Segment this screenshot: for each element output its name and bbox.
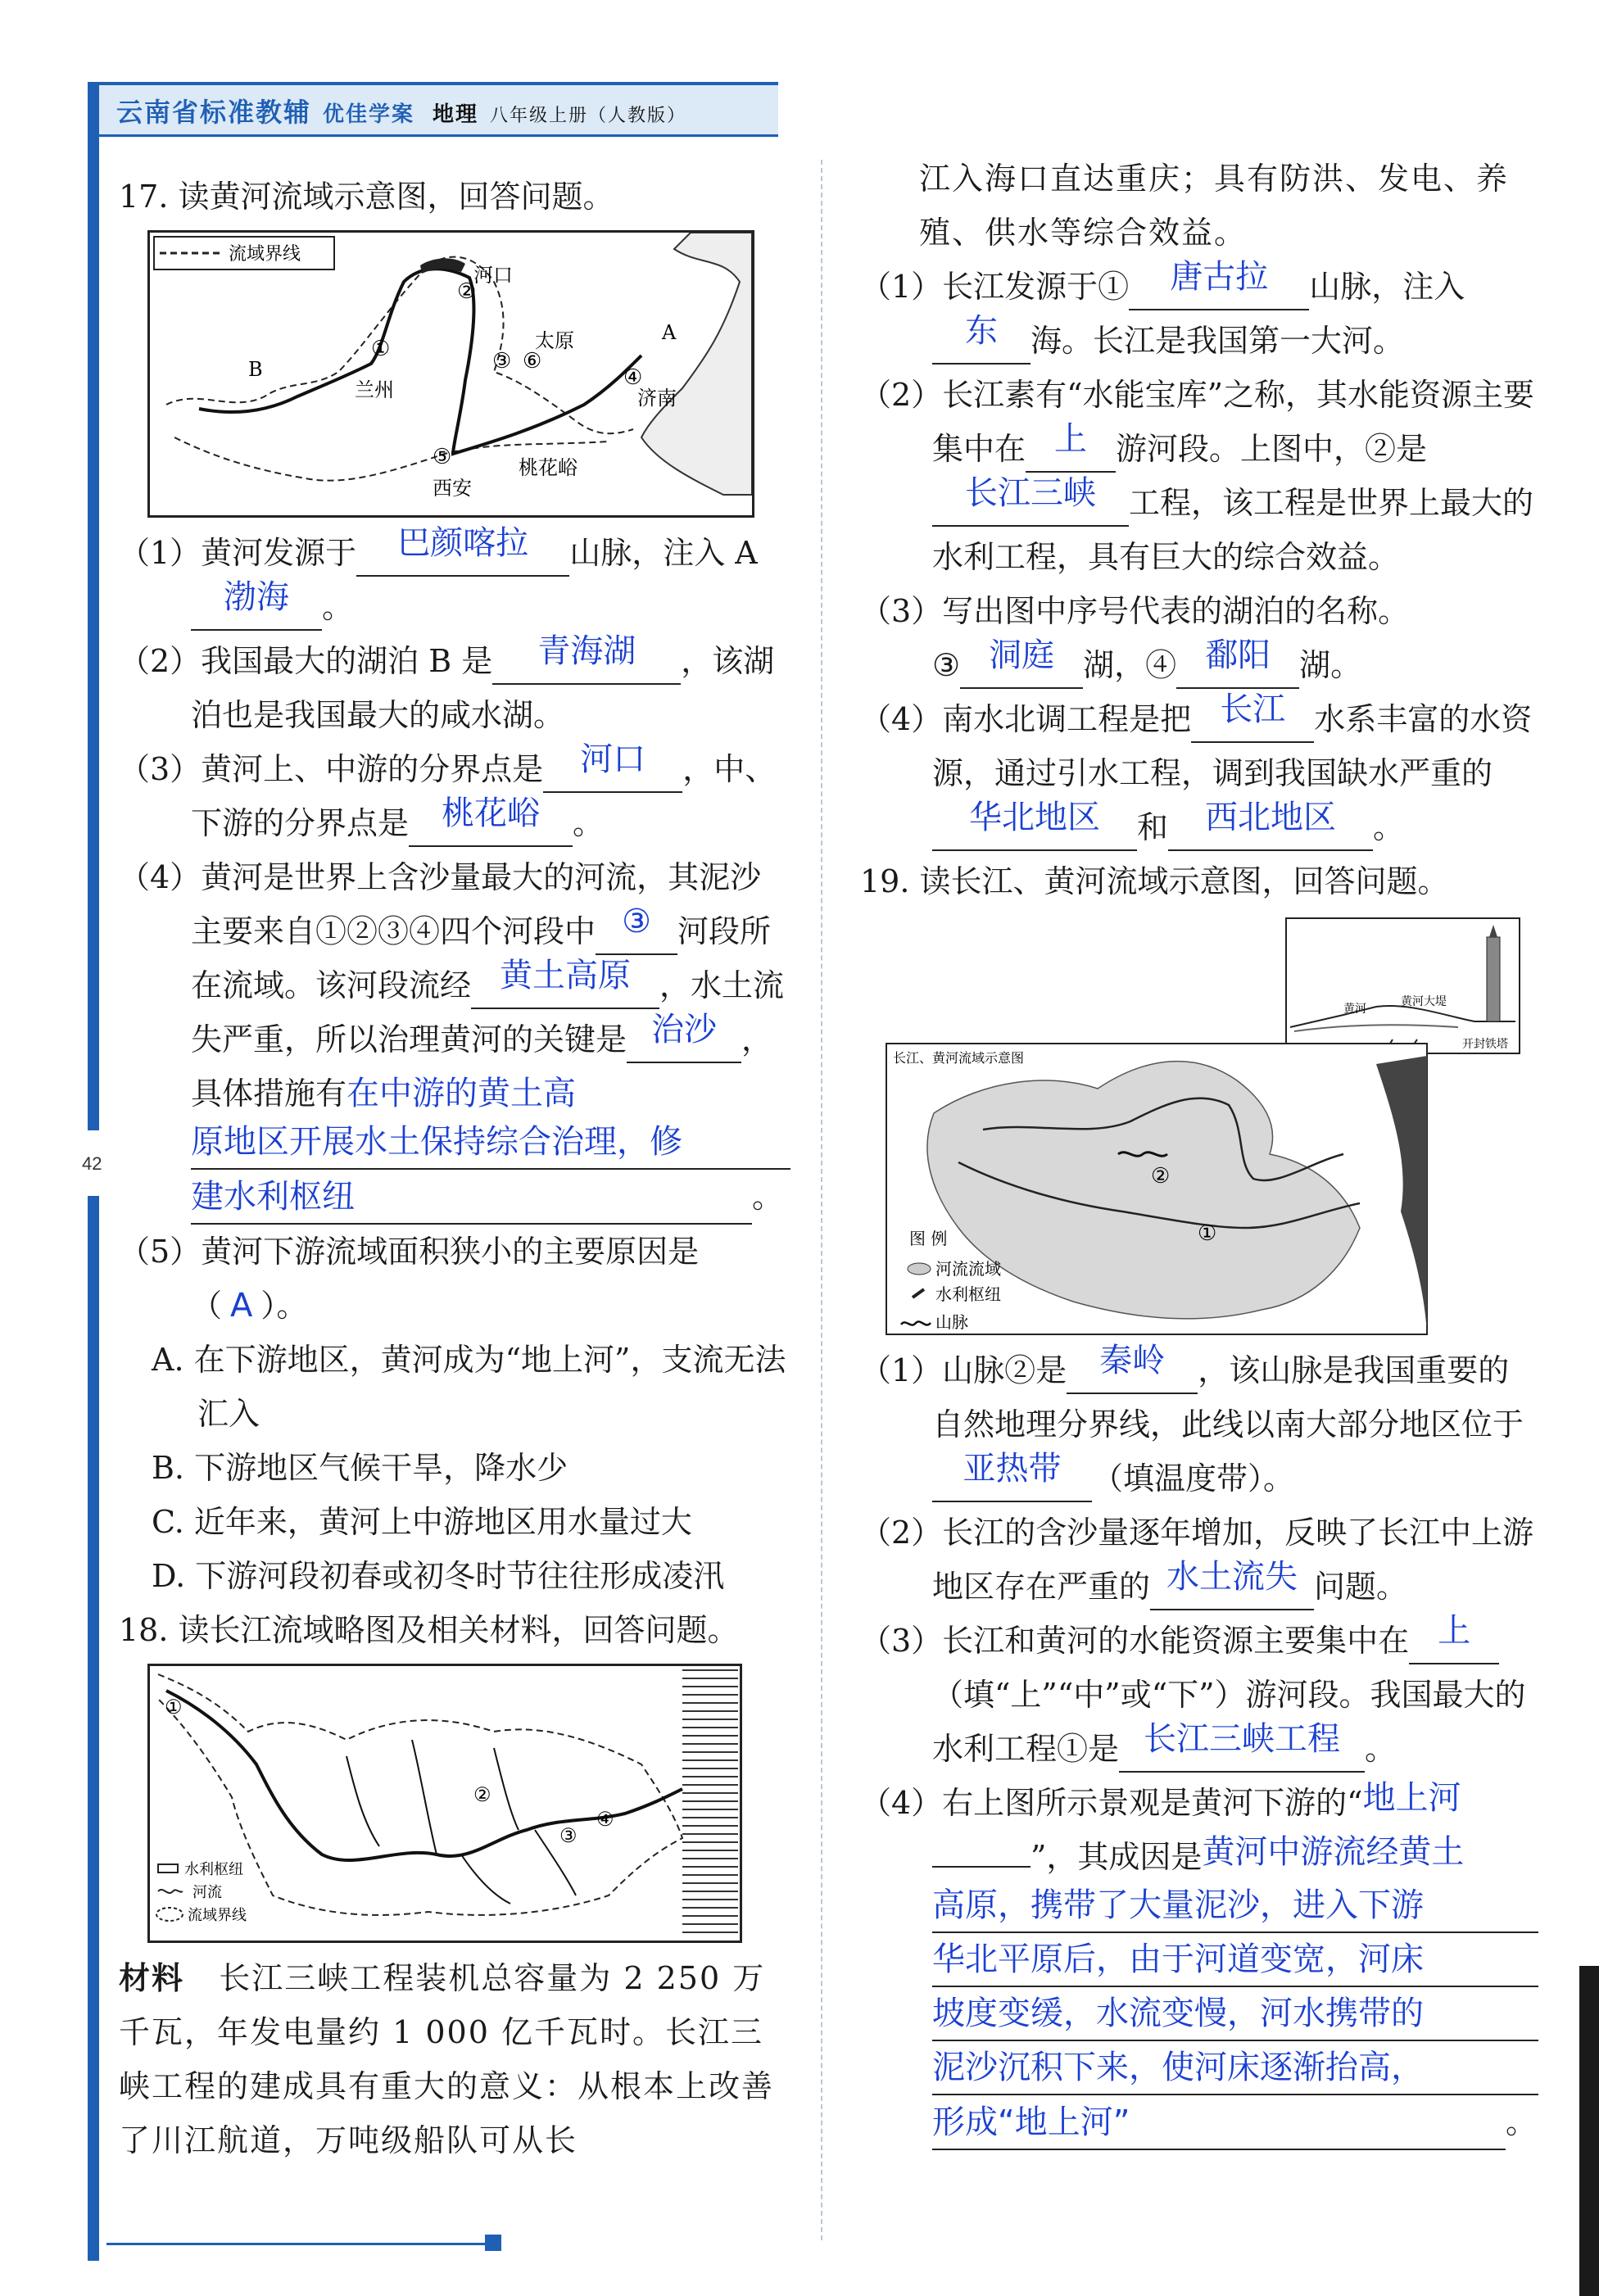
yellow-river-map <box>147 230 754 518</box>
answer: 西北地区 <box>1205 799 1337 836</box>
q17-part2 <box>119 634 790 742</box>
answer: 亚热带 <box>963 1450 1062 1488</box>
answer: 水土流失 <box>1166 1558 1298 1596</box>
label-taiyuan: 太原 <box>535 329 574 352</box>
text: 山脉，注入 A <box>569 535 758 571</box>
tributaries <box>347 1740 576 1904</box>
label-hekou: 河口 <box>473 264 513 287</box>
text: 。 <box>1365 1731 1397 1767</box>
answer-blank <box>1168 799 1373 851</box>
label-1: ① <box>371 337 391 361</box>
answer-line: 高原，携带了大量泥沙，进入下游 <box>932 1879 1538 1933</box>
iron-pagoda <box>1487 937 1500 1021</box>
page-header <box>116 92 686 129</box>
sea-hatch <box>682 1668 738 1938</box>
q18-part2 <box>860 368 1538 584</box>
answer-blank <box>1176 636 1299 689</box>
label-5: ⑤ <box>433 445 452 469</box>
answer: 巴颜喀拉 <box>397 524 529 562</box>
answer-line: 原地区开展水土保持综合治理，修 <box>191 1116 790 1170</box>
text: （3）黄河上、中游的分界点是 <box>119 751 544 787</box>
text: （1）黄河发源于 <box>119 535 357 571</box>
label-3: ③ <box>492 349 512 374</box>
answer-blank <box>932 312 1031 365</box>
text: （4）南水北调工程是把 <box>860 701 1192 737</box>
answer-line: 坡度变缓，水流变慢，河水携带的 <box>932 1987 1538 2041</box>
legend-label: 流域界线 <box>229 244 301 265</box>
answer: 上 <box>1438 1612 1471 1650</box>
answer: 渤海 <box>224 578 289 616</box>
option-d: D. 下游河段初春或初冬时节往往形成凌汛 <box>152 1558 725 1594</box>
answer: 桃花峪 <box>442 795 541 832</box>
text: ，该山脉是我国重要的自然地理分界线，此线以南大部分地区位于 <box>932 1352 1524 1442</box>
answer: 上 <box>1054 420 1088 458</box>
q18-stem: 18. 读长江流域略图及相关材料，回答问题。 <box>119 1612 739 1648</box>
label-4: ④ <box>596 1808 614 1831</box>
label-4: ④ <box>623 365 643 390</box>
answer: 东 <box>965 312 998 350</box>
answer-blank <box>409 795 573 847</box>
text: （2）长江素有“水能宝库”之称，其水能资源主要集中在 <box>860 377 1535 467</box>
option-a: A. 在下游地区，黄河成为“地上河”，支流无法汇入 <box>152 1342 786 1432</box>
subject: 地理 <box>433 102 479 127</box>
answer: 黄土高原 <box>500 957 632 994</box>
label-1: ① <box>1198 1221 1217 1246</box>
legend-river: 河流 <box>193 1884 222 1901</box>
answer: A <box>230 1287 253 1325</box>
text: （2）长江的含沙量逐年增加，反映了长江中上游地区存在严重的 <box>860 1515 1534 1605</box>
label-b: B <box>248 358 263 381</box>
q17-part4-answer <box>119 1116 790 1225</box>
answer-blank <box>1067 1342 1198 1394</box>
legend-dam-symbol <box>158 1864 178 1873</box>
answer-blank <box>191 578 322 631</box>
grade: 八年级上册（人教版） <box>490 106 687 126</box>
legend-boundary: 流域界线 <box>188 1907 247 1924</box>
label-xian: 西安 <box>433 477 472 500</box>
material-label: 材料 <box>119 1959 185 1996</box>
q17-stem: 17. 读黄河流域示意图，回答问题。 <box>119 179 614 215</box>
text: 水系丰富的水资源，通过引水工程，调到我国缺水严重的 <box>932 701 1533 791</box>
q19-part4-answer <box>860 1879 1538 2150</box>
answer: 秦岭 <box>1099 1342 1166 1379</box>
legend-title: 图 例 <box>909 1229 948 1248</box>
text: ③ <box>932 647 961 683</box>
answer-line: 泥沙沉积下来，使河床逐渐抬高， <box>932 2041 1538 2095</box>
q18-material-cont: 江入海口直达重庆；具有防洪、发电、养殖、供水等综合效益。 <box>919 161 1510 251</box>
text: 问题。 <box>1314 1569 1408 1605</box>
text: （1）山脉②是 <box>860 1352 1067 1388</box>
answer-blank <box>932 1866 1031 1868</box>
answer: 在中游的黄土高 <box>347 1075 577 1112</box>
answer: 地上河 <box>1362 1779 1461 1817</box>
answer: 河口 <box>580 740 646 778</box>
text: 和 <box>1137 809 1169 845</box>
answer: 长江 <box>1220 691 1286 728</box>
answer: ③ <box>622 903 651 940</box>
footer-square <box>485 2235 501 2251</box>
yangtze-yellow-map <box>885 917 1524 1338</box>
answer: 洞庭 <box>989 636 1055 674</box>
label-jinan: 济南 <box>637 387 677 410</box>
footer-rule <box>106 2243 491 2245</box>
answer-blank <box>1026 420 1116 473</box>
answer: 华北地区 <box>969 799 1100 836</box>
text: （4）右上图所示景观是黄河下游的“ <box>860 1785 1363 1821</box>
text: ）。 <box>260 1288 308 1324</box>
q18-material <box>119 1951 790 2167</box>
legend-river-symbol <box>158 1890 183 1893</box>
q19-part1 <box>860 1343 1538 1506</box>
basin-boundary <box>158 1674 682 1915</box>
q17-part3 <box>119 742 790 850</box>
text: （1）长江发源于① <box>860 269 1130 305</box>
q17-part5 <box>119 1225 790 1333</box>
answer-blank <box>627 1011 741 1063</box>
q17-part1 <box>119 526 790 634</box>
label-2: ② <box>457 279 477 304</box>
inset-label-levee: 黄河大堤 <box>1401 995 1447 1008</box>
text: （2）我国最大的湖泊 B 是 <box>119 643 493 679</box>
text: ，中、下游的分界点是 <box>191 751 777 841</box>
q18-part4 <box>860 692 1538 854</box>
option-b: B. 下游地区气候干旱，降水少 <box>152 1450 568 1486</box>
answer-blank <box>492 632 681 685</box>
legend-basin-symbol <box>908 1263 931 1275</box>
inset-label-pagoda: 开封铁塔 <box>1462 1038 1508 1051</box>
answer-blank <box>1119 1720 1365 1773</box>
map-title: 长江、黄河流域示意图 <box>893 1050 1025 1066</box>
text: 工程，该工程是世界上最大的水利工程，具有巨大的综合效益。 <box>932 485 1534 575</box>
answer-blank <box>543 740 682 793</box>
text: （4）黄河是世界上含沙量最大的河流，其泥沙主要来自①②③④四个河段中 <box>119 859 762 949</box>
q17-part4 <box>119 850 790 1121</box>
answer-line: 华北平原后，由于河道变宽，河床 <box>932 1933 1538 1987</box>
label-2: ② <box>1151 1164 1171 1189</box>
label-2: ② <box>473 1783 491 1806</box>
text: 山脉，注入 <box>1309 269 1465 305</box>
text: 河段所在流域。该河段流经 <box>191 913 772 1003</box>
q19-part4 <box>860 1776 1538 1884</box>
series-title: 云南省标准教辅 <box>116 97 312 128</box>
answer-blank <box>1129 258 1309 310</box>
answer-blank <box>596 903 677 955</box>
column-divider <box>821 160 822 2240</box>
answer-blank <box>356 524 569 577</box>
inset-box <box>1286 918 1520 1053</box>
text: 。 <box>1373 809 1405 845</box>
answer-line: 建水利枢纽 <box>191 1171 752 1225</box>
text: ，该湖泊也是我国最大的咸水湖。 <box>191 643 775 733</box>
label-taohuayu: 桃花峪 <box>519 456 578 479</box>
q19-stem: 19. 读长江、黄河流域示意图，回答问题。 <box>860 863 1449 899</box>
answer: 鄱阳 <box>1205 636 1271 674</box>
text: 游河段。上图中，②是 <box>1116 431 1428 467</box>
book-title: 优佳学案 <box>323 102 415 127</box>
sea-area <box>641 233 752 495</box>
answer-blank <box>471 957 659 1009</box>
answer-blank <box>960 636 1083 689</box>
text: （填温度带）。 <box>1092 1460 1295 1497</box>
answer: 黄河中游流经黄土 <box>1202 1833 1465 1871</box>
answer-blank <box>1409 1612 1499 1664</box>
text: 。 <box>573 805 605 841</box>
answer: 治沙 <box>651 1011 718 1048</box>
legend-boundary-symbol <box>156 1908 183 1921</box>
page-number: 42 <box>82 1153 102 1174</box>
answer-line: 形成“地上河” <box>932 2096 1506 2150</box>
legend-dam: 水利枢纽 <box>935 1284 1001 1304</box>
left-column <box>119 170 790 2167</box>
legend-mountain: 山脉 <box>935 1312 968 1332</box>
text: ，水土流失严重，所以治理黄河的关键是 <box>191 967 785 1057</box>
text: 。 <box>322 589 354 625</box>
right-column <box>860 152 1538 2150</box>
q19-part2 <box>860 1506 1538 1614</box>
legend-basin: 河流流域 <box>935 1259 1001 1279</box>
label-3: ③ <box>559 1824 578 1847</box>
text: （3）长江和黄河的水能资源主要集中在 <box>860 1623 1410 1659</box>
legend-dam: 水利枢纽 <box>184 1861 243 1878</box>
material-text: 长江三峡工程装机总容量为 2 250 万千瓦，年发电量约 1 000 亿千瓦时。长江三峡工程的建成具有重大的意义：从根本上改善了川江航道，万吨级船队可从长 <box>119 1960 775 2158</box>
q18-part3 <box>860 584 1538 692</box>
right-edge-bar <box>1579 1966 1599 2296</box>
label-6: ⑥ <box>523 349 542 374</box>
q18-part1 <box>860 260 1538 368</box>
answer-blank <box>932 799 1137 851</box>
text: 。 <box>752 1179 784 1215</box>
text: 湖，④ <box>1083 647 1177 683</box>
answer-blank <box>1191 691 1314 743</box>
answer-blank <box>932 474 1129 527</box>
header-rule <box>98 134 778 137</box>
label-lanzhou: 兰州 <box>355 378 394 401</box>
answer: 青海湖 <box>537 632 636 670</box>
text: 湖。 <box>1299 647 1362 683</box>
answer: 唐古拉 <box>1170 258 1269 296</box>
text: 海。长江是我国第一大河。 <box>1031 323 1405 359</box>
yangtze-river-map <box>147 1664 742 1943</box>
q19-part3 <box>860 1614 1538 1776</box>
answer-blank <box>1150 1558 1314 1610</box>
answer-blank <box>932 1450 1092 1502</box>
text: （5）黄河下游流域面积狭小的主要原因是（ <box>119 1234 700 1324</box>
text: ，具体措施有 <box>191 1021 773 1112</box>
inset-label-river: 黄河 <box>1343 1003 1366 1016</box>
answer: 长江三峡工程 <box>1144 1720 1341 1758</box>
yellow-river-line <box>199 269 641 454</box>
answer: 长江三峡 <box>965 474 1096 512</box>
text: 。 <box>1506 2104 1538 2140</box>
label-1: ① <box>165 1696 183 1719</box>
text: （填“上”“中”或“下”）游河段。我国最大的水利工程①是 <box>932 1677 1526 1767</box>
label-a: A <box>662 321 677 344</box>
option-c: C. 近年来，黄河上中游地区用水量过大 <box>152 1504 692 1540</box>
text: （3）写出图中序号代表的湖泊的名称。 <box>860 593 1410 629</box>
text: ”，其成因是 <box>1031 1839 1203 1875</box>
